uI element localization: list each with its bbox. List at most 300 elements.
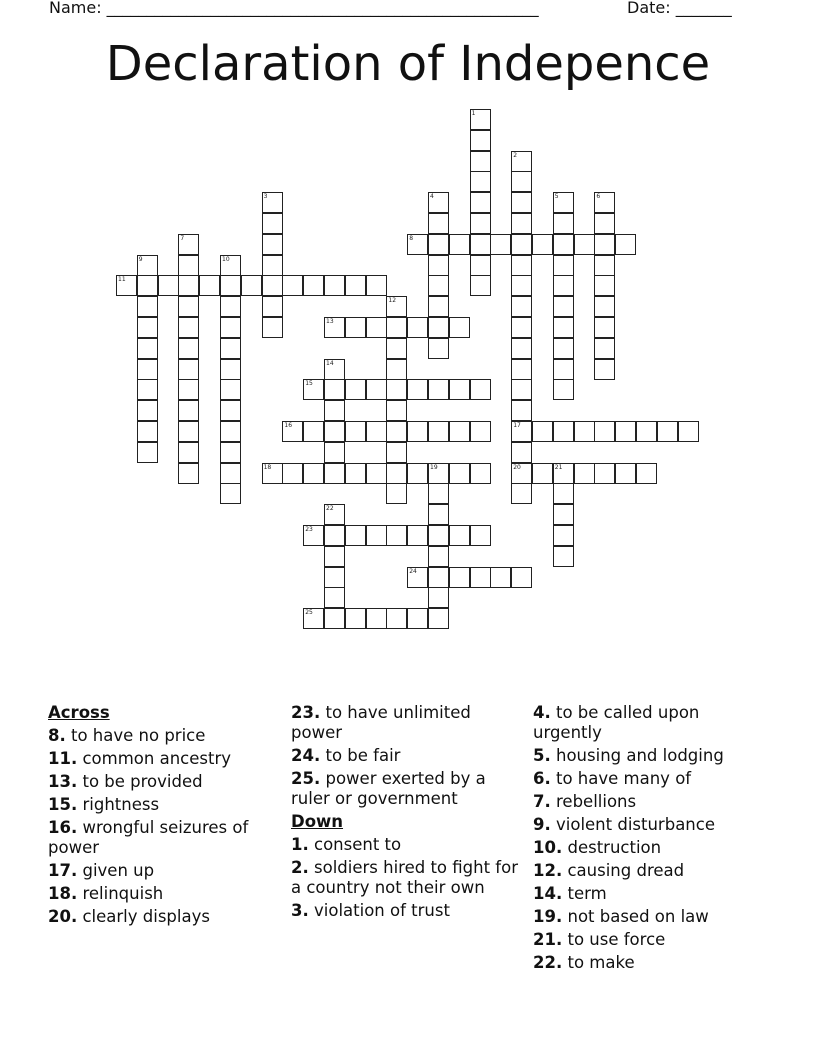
grid-cell[interactable] (428, 275, 449, 296)
grid-cell[interactable] (178, 359, 199, 380)
grid-cell[interactable] (553, 463, 574, 484)
grid-cell[interactable] (386, 400, 407, 421)
grid-cell[interactable] (553, 504, 574, 525)
grid-cell[interactable] (137, 317, 158, 338)
grid-cell[interactable] (345, 463, 366, 484)
grid-cell[interactable] (449, 234, 470, 255)
grid-cell[interactable] (386, 608, 407, 629)
clue-text: given up (82, 861, 155, 880)
grid-cell[interactable] (303, 379, 324, 400)
across-clue-list (48, 726, 280, 927)
grid-cell[interactable] (470, 130, 491, 151)
grid-cell[interactable] (511, 379, 532, 400)
grid-cell[interactable] (116, 275, 137, 296)
clue-number: 20. (48, 907, 78, 926)
grid-cell[interactable] (636, 421, 657, 442)
grid-cell[interactable] (345, 525, 366, 546)
clue-number-label: 12 (388, 297, 397, 305)
grid-cell[interactable] (178, 442, 199, 463)
name-field-label[interactable]: Name: ______________________________________________________ (49, 0, 539, 17)
grid-cell[interactable] (407, 317, 428, 338)
grid-cell[interactable] (553, 275, 574, 296)
grid-cell[interactable] (594, 296, 615, 317)
grid-cell[interactable] (511, 338, 532, 359)
down-clue-list (291, 835, 523, 921)
clue-text: destruction (567, 838, 662, 857)
grid-cell[interactable] (428, 234, 449, 255)
grid-cell[interactable] (137, 379, 158, 400)
grid-cell[interactable] (615, 234, 636, 255)
grid-cell[interactable] (324, 463, 345, 484)
grid-cell[interactable] (262, 255, 283, 276)
grid-cell[interactable] (262, 213, 283, 234)
clue-number-label: 20 (513, 463, 521, 471)
grid-cell[interactable] (615, 463, 636, 484)
grid-cell[interactable] (428, 587, 449, 608)
grid-cell[interactable] (262, 234, 283, 255)
grid-cell[interactable] (407, 421, 428, 442)
grid-cell[interactable] (262, 463, 283, 484)
grid-cell[interactable] (220, 421, 241, 442)
down-clue-list-continued (533, 703, 765, 973)
grid-cell[interactable] (511, 421, 532, 442)
grid-cell[interactable] (386, 338, 407, 359)
grid-cell[interactable] (386, 359, 407, 380)
grid-cell[interactable] (532, 234, 553, 255)
clue-number: 24. (291, 746, 321, 765)
grid-cell[interactable] (137, 338, 158, 359)
grid-cell[interactable] (386, 421, 407, 442)
grid-cell[interactable] (178, 275, 199, 296)
clue-number: 25. (291, 769, 321, 788)
grid-cell[interactable] (511, 213, 532, 234)
grid-cell[interactable] (178, 296, 199, 317)
clue-item (48, 749, 280, 769)
clue-number-label: 3 (263, 193, 268, 201)
grid-cell[interactable] (220, 463, 241, 484)
grid-cell[interactable] (470, 151, 491, 172)
grid-cell[interactable] (511, 171, 532, 192)
clue-text: to have no price (71, 726, 206, 745)
grid-cell[interactable] (262, 296, 283, 317)
grid-cell[interactable] (449, 379, 470, 400)
grid-cell[interactable] (553, 379, 574, 400)
grid-cell[interactable] (449, 317, 470, 338)
clue-text: clearly displays (82, 907, 210, 926)
clue-text: to be provided (82, 772, 203, 791)
grid-cell[interactable] (594, 317, 615, 338)
grid-cell[interactable] (470, 213, 491, 234)
clue-text: soldiers hired to fight for a country not their own (291, 858, 518, 897)
grid-cell[interactable] (178, 379, 199, 400)
grid-cell[interactable] (449, 463, 470, 484)
grid-cell[interactable] (428, 379, 449, 400)
grid-cell[interactable] (262, 275, 283, 296)
grid-cell[interactable] (532, 421, 553, 442)
grid-cell[interactable] (470, 379, 491, 400)
grid-cell[interactable] (532, 463, 553, 484)
clue-number-label: 18 (263, 463, 272, 471)
clue-number: 15. (48, 795, 78, 814)
grid-cell[interactable] (366, 421, 387, 442)
grid-cell[interactable] (345, 379, 366, 400)
grid-cell[interactable] (594, 359, 615, 380)
grid-cell[interactable] (594, 275, 615, 296)
grid-cell[interactable] (470, 109, 491, 130)
clue-item (48, 907, 280, 927)
clue-text: causing dread (567, 861, 685, 880)
grid-cell[interactable] (366, 317, 387, 338)
grid-cell[interactable] (220, 255, 241, 276)
grid-cell[interactable] (428, 525, 449, 546)
date-field-label[interactable]: Date: _______ (627, 0, 732, 17)
clue-number-label: 21 (554, 463, 563, 471)
grid-cell[interactable] (428, 338, 449, 359)
grid-cell[interactable] (428, 192, 449, 213)
clue-text: violent disturbance (556, 815, 715, 834)
grid-cell[interactable] (470, 275, 491, 296)
grid-cell[interactable] (594, 192, 615, 213)
grid-cell[interactable] (490, 234, 511, 255)
grid-cell[interactable] (220, 379, 241, 400)
grid-cell[interactable] (324, 546, 345, 567)
clue-text: wrongful seizures of power (48, 818, 249, 857)
grid-cell[interactable] (324, 400, 345, 421)
grid-cell[interactable] (303, 421, 324, 442)
grid-cell[interactable] (324, 421, 345, 442)
grid-cell[interactable] (636, 463, 657, 484)
clue-item (533, 861, 765, 881)
grid-cell[interactable] (553, 546, 574, 567)
clue-number: 23. (291, 703, 321, 722)
clue-number: 3. (291, 901, 309, 920)
grid-cell[interactable] (220, 400, 241, 421)
grid-cell[interactable] (553, 192, 574, 213)
grid-cell[interactable] (511, 255, 532, 276)
clue-item (291, 858, 523, 898)
down-heading: Down (291, 812, 344, 831)
clue-number: 16. (48, 818, 78, 837)
grid-cell[interactable] (470, 421, 491, 442)
clue-number-label: 4 (430, 193, 434, 201)
clue-number: 13. (48, 772, 78, 791)
grid-cell[interactable] (470, 192, 491, 213)
clue-number-label: 17 (513, 422, 521, 429)
grid-cell[interactable] (428, 296, 449, 317)
clue-item (533, 953, 765, 973)
grid-cell[interactable] (490, 567, 511, 588)
grid-cell[interactable] (220, 483, 241, 504)
clue-number-label: 1 (471, 110, 476, 117)
grid-cell[interactable] (324, 587, 345, 608)
grid-cell[interactable] (199, 275, 220, 296)
grid-cell[interactable] (178, 463, 199, 484)
clue-number-label: 8 (409, 234, 414, 242)
grid-cell[interactable] (470, 567, 491, 588)
grid-cell[interactable] (386, 463, 407, 484)
clue-number-label: 22 (326, 505, 334, 513)
clue-item (533, 769, 765, 789)
clue-number: 22. (533, 953, 563, 972)
grid-cell[interactable] (386, 483, 407, 504)
grid-cell[interactable] (220, 275, 241, 296)
grid-cell[interactable] (324, 442, 345, 463)
grid-cell[interactable] (574, 234, 595, 255)
grid-cell[interactable] (220, 317, 241, 338)
grid-cell[interactable] (553, 213, 574, 234)
grid-cell[interactable] (324, 525, 345, 546)
clue-number-label: 13 (326, 318, 334, 325)
grid-cell[interactable] (220, 442, 241, 463)
grid-cell[interactable] (366, 379, 387, 400)
grid-cell[interactable] (407, 379, 428, 400)
grid-cell[interactable] (470, 255, 491, 276)
clue-number-label: 19 (430, 463, 438, 471)
grid-cell[interactable] (553, 255, 574, 276)
clue-number: 21. (533, 930, 563, 949)
clue-number: 11. (48, 749, 78, 768)
clue-number: 7. (533, 792, 551, 811)
grid-cell[interactable] (511, 275, 532, 296)
grid-cell[interactable] (282, 275, 303, 296)
clue-text: rightness (82, 795, 160, 814)
grid-cell[interactable] (574, 463, 595, 484)
grid-cell[interactable] (449, 525, 470, 546)
grid-cell[interactable] (386, 317, 407, 338)
grid-cell[interactable] (303, 463, 324, 484)
grid-cell[interactable] (178, 421, 199, 442)
grid-cell[interactable] (553, 338, 574, 359)
clue-item (291, 901, 523, 921)
grid-cell[interactable] (511, 463, 532, 484)
grid-cell[interactable] (220, 359, 241, 380)
grid-cell[interactable] (470, 525, 491, 546)
grid-cell[interactable] (407, 463, 428, 484)
clue-item (48, 772, 280, 792)
clue-item (48, 818, 280, 858)
clue-number: 19. (533, 907, 563, 926)
clue-item (533, 792, 765, 812)
grid-cell[interactable] (407, 525, 428, 546)
grid-cell[interactable] (303, 275, 324, 296)
grid-cell[interactable] (428, 608, 449, 629)
clue-number: 14. (533, 884, 563, 903)
grid-cell[interactable] (324, 567, 345, 588)
grid-cell[interactable] (511, 151, 532, 172)
grid-cell[interactable] (678, 421, 699, 442)
grid-cell[interactable] (470, 171, 491, 192)
grid-cell[interactable] (511, 359, 532, 380)
grid-cell[interactable] (511, 442, 532, 463)
grid-cell[interactable] (137, 421, 158, 442)
grid-cell[interactable] (428, 463, 449, 484)
clue-number: 4. (533, 703, 551, 722)
clue-number: 17. (48, 861, 78, 880)
grid-cell[interactable] (386, 379, 407, 400)
grid-cell[interactable] (137, 400, 158, 421)
grid-cell[interactable] (470, 463, 491, 484)
clue-item (291, 835, 523, 855)
grid-cell[interactable] (511, 400, 532, 421)
grid-cell[interactable] (158, 275, 179, 296)
grid-cell[interactable] (345, 608, 366, 629)
clue-text: housing and lodging (556, 746, 724, 765)
clues-column-3 (533, 703, 765, 976)
grid-cell[interactable] (553, 359, 574, 380)
grid-cell[interactable] (594, 338, 615, 359)
clue-text: to have many of (556, 769, 692, 788)
grid-cell[interactable] (220, 296, 241, 317)
grid-cell[interactable] (324, 359, 345, 380)
clue-number: 1. (291, 835, 309, 854)
grid-cell[interactable] (428, 255, 449, 276)
clue-number-label: 24 (409, 567, 417, 575)
clue-item (48, 884, 280, 904)
grid-cell[interactable] (366, 275, 387, 296)
clue-number-label: 25 (305, 609, 313, 617)
grid-cell[interactable] (282, 463, 303, 484)
grid-cell[interactable] (407, 567, 428, 588)
clue-number-label: 9 (138, 255, 143, 263)
clue-number: 2. (291, 858, 309, 877)
grid-cell[interactable] (220, 338, 241, 359)
clue-number-label: 10 (222, 255, 230, 263)
clue-text: to be called upon urgently (533, 703, 700, 742)
grid-cell[interactable] (553, 296, 574, 317)
grid-cell[interactable] (303, 608, 324, 629)
clue-number-label: 23 (305, 526, 313, 533)
grid-cell[interactable] (262, 192, 283, 213)
clue-item (48, 726, 280, 746)
grid-cell[interactable] (428, 421, 449, 442)
grid-cell[interactable] (366, 463, 387, 484)
grid-cell[interactable] (345, 275, 366, 296)
grid-cell[interactable] (594, 255, 615, 276)
clue-text: to use force (567, 930, 666, 949)
grid-cell[interactable] (262, 317, 283, 338)
grid-cell[interactable] (428, 567, 449, 588)
grid-cell[interactable] (282, 421, 303, 442)
clue-number: 12. (533, 861, 563, 880)
grid-cell[interactable] (594, 421, 615, 442)
grid-cell[interactable] (428, 213, 449, 234)
grid-cell[interactable] (386, 442, 407, 463)
grid-cell[interactable] (178, 255, 199, 276)
grid-cell[interactable] (449, 567, 470, 588)
clue-number: 18. (48, 884, 78, 903)
grid-cell[interactable] (470, 234, 491, 255)
clue-item (291, 746, 523, 766)
clue-number-label: 6 (596, 193, 601, 201)
grid-cell[interactable] (386, 296, 407, 317)
grid-cell[interactable] (178, 234, 199, 255)
grid-cell[interactable] (407, 234, 428, 255)
grid-cell[interactable] (137, 296, 158, 317)
grid-cell[interactable] (428, 504, 449, 525)
across-heading: Across (48, 703, 110, 722)
grid-cell[interactable] (345, 421, 366, 442)
grid-cell[interactable] (594, 213, 615, 234)
clue-number: 8. (48, 726, 66, 745)
clues-column-1 (48, 703, 280, 930)
grid-cell[interactable] (241, 275, 262, 296)
grid-cell[interactable] (178, 338, 199, 359)
clue-text: common ancestry (82, 749, 232, 768)
grid-cell[interactable] (407, 608, 428, 629)
grid-cell[interactable] (366, 525, 387, 546)
grid-cell[interactable] (137, 275, 158, 296)
grid-cell[interactable] (553, 234, 574, 255)
grid-cell[interactable] (511, 483, 532, 504)
grid-cell[interactable] (657, 421, 678, 442)
grid-cell[interactable] (511, 567, 532, 588)
grid-cell[interactable] (178, 317, 199, 338)
grid-cell[interactable] (594, 463, 615, 484)
grid-cell[interactable] (553, 483, 574, 504)
grid-cell[interactable] (345, 317, 366, 338)
clue-text: not based on law (567, 907, 709, 926)
clue-text: rebellions (556, 792, 637, 811)
grid-cell[interactable] (428, 483, 449, 504)
grid-cell[interactable] (303, 525, 324, 546)
clue-number: 6. (533, 769, 551, 788)
clue-item (533, 930, 765, 950)
grid-cell[interactable] (324, 275, 345, 296)
page-title: Declaration of Indepence (105, 36, 711, 92)
across-clue-list-continued (291, 703, 523, 809)
grid-cell[interactable] (449, 421, 470, 442)
grid-cell[interactable] (178, 400, 199, 421)
clue-text: power exerted by a ruler or government (291, 769, 486, 808)
clue-item (48, 861, 280, 881)
clue-text: to have unlimited power (291, 703, 471, 742)
grid-cell[interactable] (324, 379, 345, 400)
clue-item (533, 884, 765, 904)
grid-cell[interactable] (428, 546, 449, 567)
grid-cell[interactable] (574, 421, 595, 442)
clue-number-label: 14 (326, 359, 334, 367)
clue-number: 9. (533, 815, 551, 834)
clue-item (533, 703, 765, 743)
grid-cell[interactable] (553, 421, 574, 442)
clue-number: 5. (533, 746, 551, 765)
grid-cell[interactable] (324, 504, 345, 525)
clue-text: consent to (314, 835, 402, 854)
clue-item (48, 795, 280, 815)
grid-cell[interactable] (511, 234, 532, 255)
grid-cell[interactable] (366, 608, 387, 629)
grid-cell[interactable] (615, 421, 636, 442)
grid-cell[interactable] (386, 525, 407, 546)
clue-text: term (567, 884, 607, 903)
clue-item (533, 907, 765, 927)
grid-cell[interactable] (594, 234, 615, 255)
clue-number-label: 15 (305, 380, 313, 388)
grid-cell[interactable] (511, 296, 532, 317)
grid-cell[interactable] (324, 317, 345, 338)
grid-cell[interactable] (553, 525, 574, 546)
grid-cell[interactable] (137, 255, 158, 276)
grid-cell[interactable] (553, 317, 574, 338)
clue-item (533, 838, 765, 858)
grid-cell[interactable] (137, 442, 158, 463)
grid-cell[interactable] (324, 608, 345, 629)
grid-cell[interactable] (428, 317, 449, 338)
clue-item (291, 703, 523, 743)
grid-cell[interactable] (137, 359, 158, 380)
grid-cell[interactable] (511, 192, 532, 213)
grid-cell[interactable] (511, 317, 532, 338)
